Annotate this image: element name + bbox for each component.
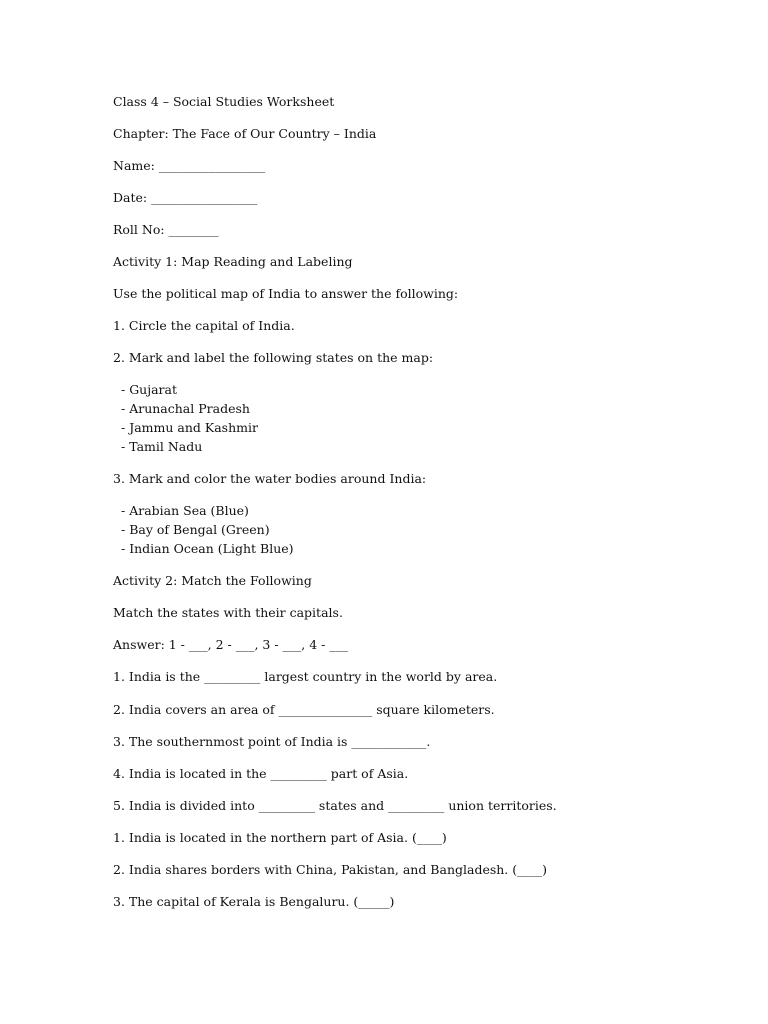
true-false-item: 1. India is located in the northern part of Asia. (____): [113, 830, 447, 845]
activity-2-answer-line: Answer: 1 - ___, 2 - ___, 3 - ___, 4 - ___: [113, 637, 349, 652]
state-list-item: - Jammu and Kashmir: [121, 420, 258, 435]
activity-1-heading: Activity 1: Map Reading and Labeling: [113, 254, 353, 269]
activity-1-intro: Use the political map of India to answer the following:: [113, 286, 459, 301]
state-list-item: - Tamil Nadu: [121, 439, 203, 454]
date-field: Date: _________________: [113, 190, 258, 205]
chapter-title: Chapter: The Face of Our Country – India: [113, 126, 377, 141]
water-body-list-item: - Arabian Sea (Blue): [121, 503, 249, 518]
state-list-item: - Arunachal Pradesh: [121, 401, 250, 416]
fill-blank-item: 1. India is the _________ largest country in the world by area.: [113, 669, 498, 684]
activity-1-question-2: 2. Mark and label the following states on the map:: [113, 350, 434, 365]
roll-number-field: Roll No: ________: [113, 222, 219, 237]
name-field: Name: _________________: [113, 158, 266, 173]
water-body-list-item: - Indian Ocean (Light Blue): [121, 541, 294, 556]
fill-blank-item: 3. The southernmost point of India is ____________.: [113, 734, 431, 749]
activity-2-intro: Match the states with their capitals.: [113, 605, 343, 620]
activity-2-heading: Activity 2: Match the Following: [113, 573, 312, 588]
true-false-item: 3. The capital of Kerala is Bengaluru. (_____): [113, 894, 395, 909]
fill-blank-item: 2. India covers an area of _______________ square kilometers.: [113, 702, 495, 717]
true-false-item: 2. India shares borders with China, Pakistan, and Bangladesh. (____): [113, 862, 548, 877]
activity-1-question-3: 3. Mark and color the water bodies around India:: [113, 471, 427, 486]
state-list-item: - Gujarat: [121, 382, 178, 397]
worksheet-title: Class 4 – Social Studies Worksheet: [113, 94, 335, 109]
water-body-list-item: - Bay of Bengal (Green): [121, 522, 270, 537]
fill-blank-item: 5. India is divided into _________ states and _________ union territories.: [113, 798, 557, 813]
activity-1-question-1: 1. Circle the capital of India.: [113, 318, 295, 333]
fill-blank-item: 4. India is located in the _________ part of Asia.: [113, 766, 409, 781]
